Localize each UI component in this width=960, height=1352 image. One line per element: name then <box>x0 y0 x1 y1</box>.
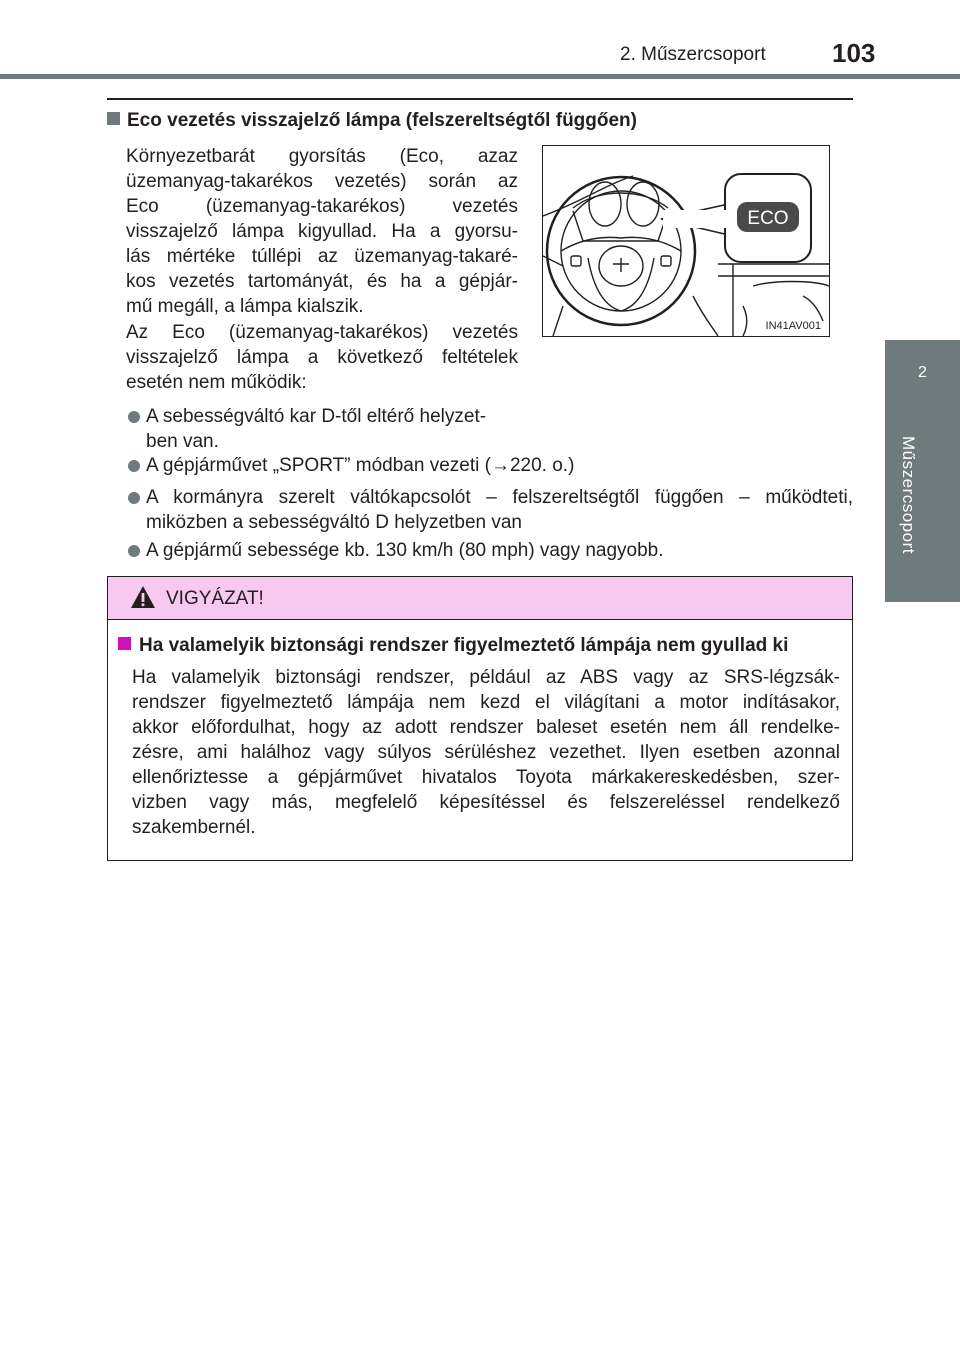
list-item-text: A gépjárművet „SPORT” módban vezeti (→220. o.) <box>146 455 575 476</box>
bullet-dot-icon <box>128 492 140 504</box>
list-item-text: A gépjármű sebessége kb. 130 km/h (80 mph) vagy nagyobb. <box>146 540 664 561</box>
bullet-dot-icon <box>128 545 140 557</box>
eco-badge-text: ECO <box>747 208 789 229</box>
text-line: esetén nem működik: <box>126 372 307 393</box>
eco-indicator-illustration <box>542 145 830 337</box>
text-line: Eco (üzemanyag-takarékos) vezetés <box>126 196 518 217</box>
caution-body <box>132 665 840 840</box>
section-rule <box>107 98 853 100</box>
dashboard-steering-wheel-icon <box>543 146 829 336</box>
text-line: kos vezetés tartományát, és ha a gépjár- <box>126 271 518 292</box>
text-line: zésre, ami halálhoz vagy súlyos sérüléshez vezethet. Ilyen esetben azonnal <box>132 742 840 763</box>
text-line: üzemanyag-takarékos vezetés) során az <box>126 171 518 192</box>
text-line: ellenőriztesse a gépjárművet hivatalos Toyota márkakereskedésben, szer- <box>132 767 840 788</box>
bullet-dot-icon <box>128 411 140 423</box>
text-line: mű megáll, a lámpa kialszik. <box>126 296 364 317</box>
caution-subheading-text: Ha valamelyik biztonsági rendszer figyelmeztető lámpája nem gyullad ki <box>139 635 789 656</box>
list-item-text <box>146 485 853 535</box>
caution-header <box>108 577 852 620</box>
text-line: Az Eco (üzemanyag-takarékos) vezetés <box>126 322 518 343</box>
caution-subheading <box>118 635 788 657</box>
paragraph-eco-description <box>126 144 518 319</box>
chapter-tab <box>885 340 960 422</box>
running-header-section: 2. Műszercsoport <box>620 44 766 65</box>
chapter-number: 2 <box>918 364 927 381</box>
chapter-label: Műszercsoport <box>899 436 918 554</box>
header-rule <box>0 74 960 79</box>
list-item-text <box>146 404 538 454</box>
warning-triangle-icon <box>130 585 156 609</box>
text-line: A kormányra szerelt váltókapcsolót – felszereltségtől függően – működteti, <box>146 487 853 508</box>
square-bullet-icon <box>118 637 131 650</box>
text-line: akkor előfordulhat, hogy az adott rendszer baleset esetén nem áll rendelke- <box>132 717 840 738</box>
text-line: visszajelző lámpa kigyullad. Ha a gyorsu- <box>126 221 518 242</box>
text-line: vizben vagy más, megfelelő képesítéssel és felszereléssel rendelkező <box>132 792 840 813</box>
text-line: miközben a sebességváltó D helyzetben van <box>146 512 523 533</box>
text-line: ben van. <box>146 431 219 452</box>
text-line: szakembernél. <box>132 817 256 838</box>
section-heading-text: Eco vezetés visszajelző lámpa (felszereltségtől függően) <box>127 110 637 131</box>
text-line: visszajelző lámpa a következő feltételek <box>126 347 518 368</box>
paragraph-eco-conditions <box>126 320 518 395</box>
caution-box <box>107 576 853 861</box>
text-line: lás mértéke túllépi az üzemanyag-takaré- <box>126 246 518 267</box>
text-line: Környezetbarát gyorsítás (Eco, azaz <box>126 146 518 167</box>
text-line: Ha valamelyik biztonsági rendszer, például az ABS vagy az SRS-légzsák- <box>132 667 840 688</box>
illustration-code: IN41AV001 <box>765 320 821 332</box>
text-line: rendszer figyelmeztető lámpája nem kezd el világítani a motor indításakor, <box>132 692 840 713</box>
bullet-dot-icon <box>128 460 140 472</box>
section-heading <box>107 110 637 132</box>
text-line: A sebességváltó kar D-től eltérő helyzet- <box>146 406 487 427</box>
page-number: 103 <box>832 38 876 68</box>
caution-title: VIGYÁZAT! <box>166 588 264 609</box>
square-bullet-icon <box>107 112 120 125</box>
